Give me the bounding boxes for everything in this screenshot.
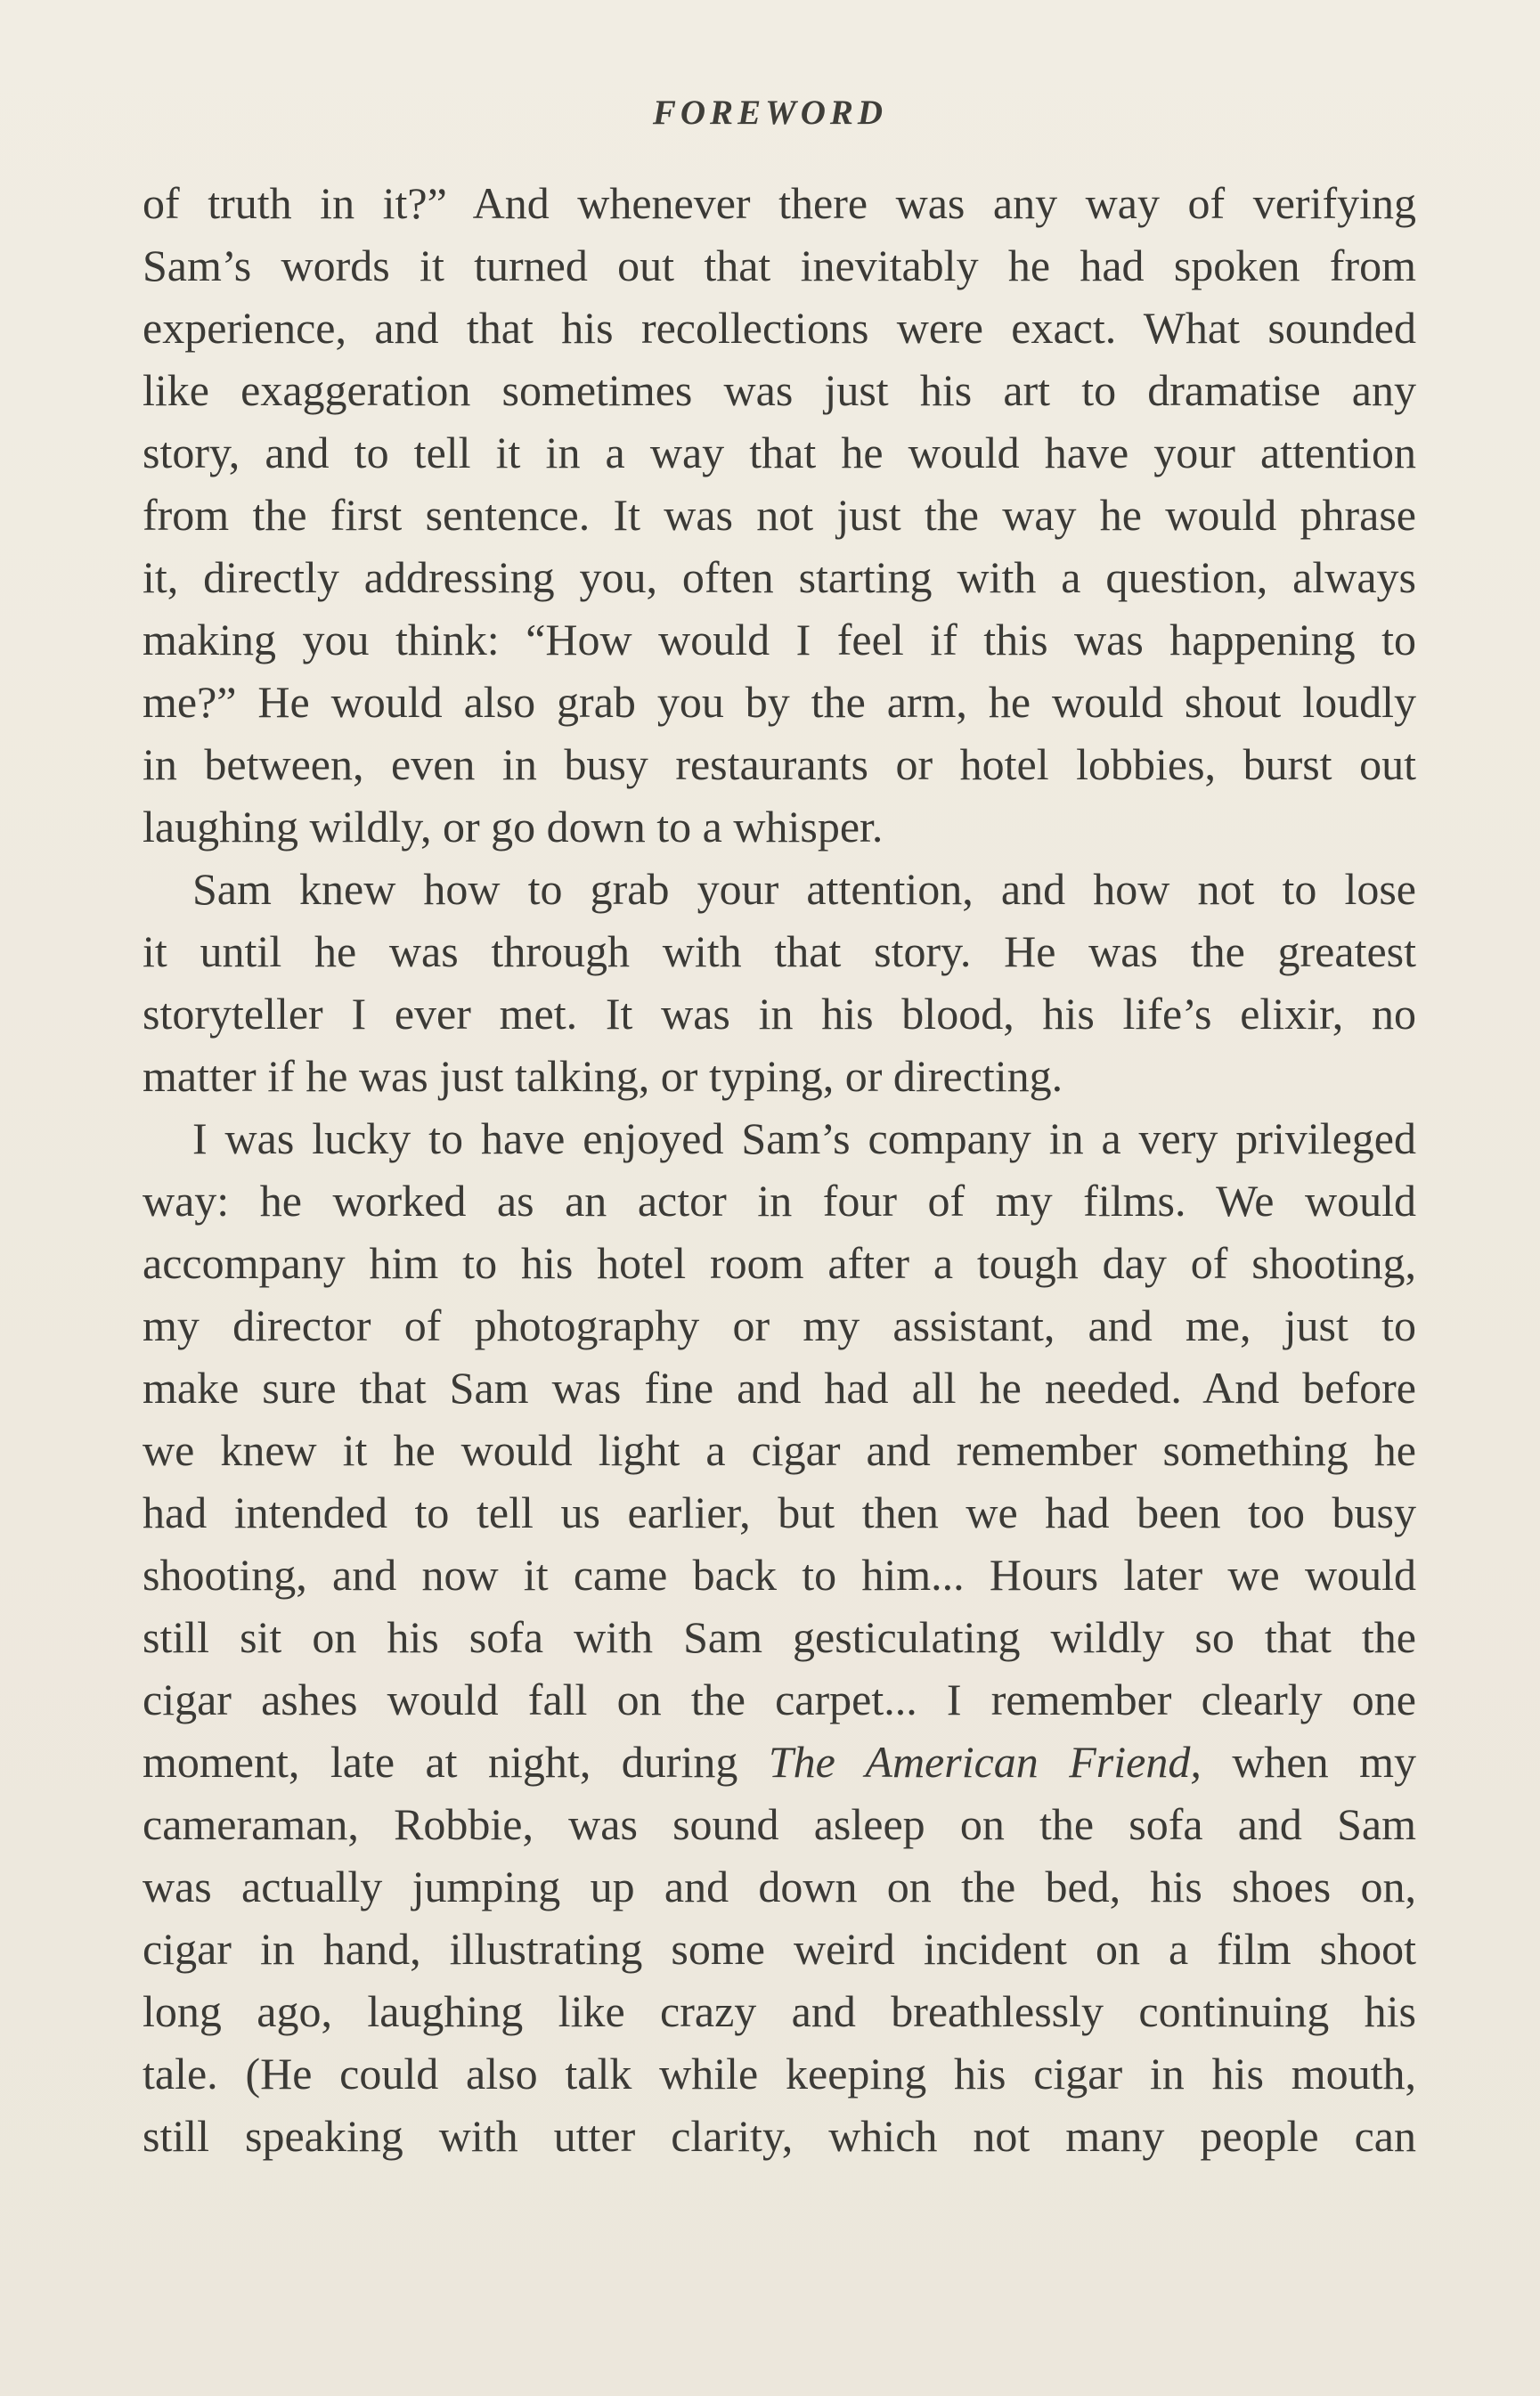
text-line: cigar in hand, illustrating some weird incident on a film shoot [143,1924,1416,1974]
text-line: laughing wildly, or go down to a whisper. [143,802,884,852]
line-end: when my [1201,1737,1416,1787]
text-line: it until he was through with that story. He was the greatest [143,926,1416,976]
text-line: I was lucky to have enjoyed Sam’s company in a very privileged [192,1113,1416,1163]
film-title: The American Friend, [768,1737,1202,1787]
running-head: FOREWORD [652,94,888,132]
text-line: make sure that Sam was fine and had all he needed. And before [143,1363,1416,1413]
text-line: accompany him to his hotel room after a tough day of shooting, [143,1238,1416,1288]
text-line: cameraman, Robbie, was sound asleep on the sofa and Sam [143,1799,1416,1849]
text-line: experience, and that his recollections were exact. What sounded [143,303,1416,353]
text-line: my director of photography or my assistant, and me, just to [143,1300,1416,1350]
text-line: long ago, laughing like crazy and breathlessly continuing his [143,1986,1416,2036]
text-line-with-film-title [143,1731,1416,1793]
text-line: storyteller I ever met. It was in his blood, his life’s elixir, no [143,989,1416,1039]
text-line: from the first sentence. It was not just the way he would phrase [143,490,1416,540]
text-line: making you think: “How would I feel if this was happening to [143,615,1416,664]
text-line: matter if he was just talking, or typing, or directing. [143,1051,1063,1101]
text-line: way: he worked as an actor in four of my films. We would [143,1176,1416,1226]
text-line: we knew it he would light a cigar and remember something he [143,1425,1416,1475]
text-line: shooting, and now it came back to him... Hours later we would [143,1550,1416,1600]
text-line: story, and to tell it in a way that he would have your attention [143,428,1416,477]
body-text [143,172,1416,2167]
text-line: like exaggeration sometimes was just his art to dramatise any [143,365,1416,415]
text-line: had intended to tell us earlier, but then we had been too busy [143,1487,1416,1537]
text-line: of truth in it?” And whenever there was any way of verifying [143,178,1416,228]
text-line: still speaking with utter clarity, which not many people can [143,2111,1416,2161]
text-line: it, directly addressing you, often starting with a question, always [143,552,1416,602]
text-line: tale. (He could also talk while keeping his cigar in his mouth, [143,2049,1416,2099]
text-line: Sam’s words it turned out that inevitably he had spoken from [143,240,1416,290]
text-line: me?” He would also grab you by the arm, he would shout loudly [143,677,1416,727]
text-line: still sit on his sofa with Sam gesticulating wildly so that the [143,1612,1416,1662]
text-line: Sam knew how to grab your attention, and how not to lose [192,864,1416,914]
text-line: was actually jumping up and down on the bed, his shoes on, [143,1862,1416,1911]
text-line: cigar ashes would fall on the carpet... I remember clearly one [143,1675,1416,1724]
text-line: in between, even in busy restaurants or hotel lobbies, burst out [143,739,1416,789]
line-start: moment, late at night, during [143,1737,769,1787]
